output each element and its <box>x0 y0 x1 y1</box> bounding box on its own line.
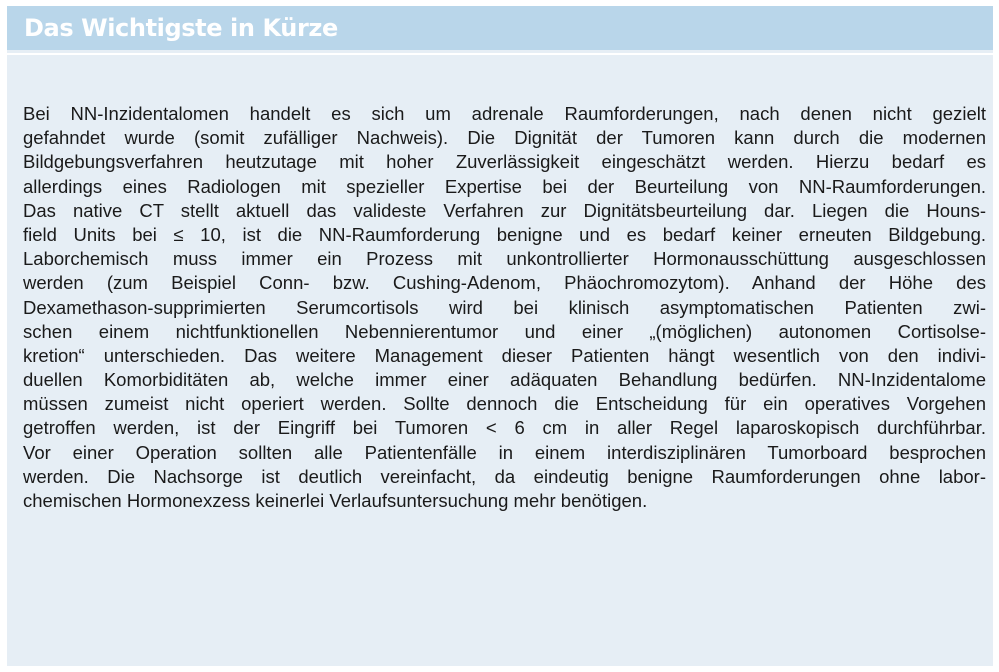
text-line: allerdings eines Radiologen mit spezieller Expertise bei der Beurteilung von NN-Raumforderungen. <box>23 175 986 197</box>
text-line: Vor einer Operation sollten alle Patientenfälle in einem interdisziplinären Tumorboard besprochen <box>23 441 986 463</box>
summary-header <box>7 6 993 50</box>
text-line: schen einem nichtfunktionellen Nebennierentumor und einer „(möglichen) autonomen Cortisolse- <box>23 320 986 342</box>
summary-box <box>7 6 993 666</box>
summary-text <box>23 102 986 513</box>
summary-title: Das Wichtigste in Kürze <box>24 14 338 42</box>
text-line: Bei NN-Inzidentalomen handelt es sich um adrenale Raumforderungen, nach denen nicht gezielt <box>23 103 986 124</box>
text-line: müssen zumeist nicht operiert werden. Sollte dennoch die Entscheidung für ein operatives Vorgehen <box>23 393 986 415</box>
text-line: chemischen Hormonexzess keinerlei Verlaufsuntersuchung mehr benötigen. <box>23 490 648 511</box>
text-line: getroffen werden, ist der Eingriff bei Tumoren < 6 cm in aller Regel laparoskopisch durchführbar. <box>23 417 986 439</box>
text-line: field Units bei ≤ 10, ist die NN-Raumforderung benigne und es bedarf keiner erneuten Bildgebung. <box>23 223 986 245</box>
text-line: gefahndet wurde (somit zufälliger Nachweis). Die Dignität der Tumoren kann durch die modernen <box>23 127 986 149</box>
text-line: werden (zum Beispiel Conn- bzw. Cushing-Adenom, Phäochromozytom). Anhand der Höhe des <box>23 272 986 294</box>
text-line: Dexamethason-supprimierten Serumcortisols wird bei klinisch asymptomatischen Patienten zwi- <box>23 296 986 318</box>
text-line: werden. Die Nachsorge ist deutlich vereinfacht, da eindeutig benigne Raumforderungen ohne labor- <box>23 465 986 487</box>
text-line: duellen Komorbiditäten ab, welche immer einer adäquaten Behandlung bedürfen. NN-Inzidentalome <box>23 369 986 391</box>
header-divider <box>7 53 993 55</box>
text-line: Bildgebungsverfahren heutzutage mit hoher Zuverlässigkeit eingeschätzt werden. Hierzu bedarf es <box>23 151 986 173</box>
text-line: Das native CT stellt aktuell das valideste Verfahren zur Dignitätsbeurteilung dar. Liegen die Houns- <box>23 199 986 221</box>
text-line: Laborchemisch muss immer ein Prozess mit unkontrollierter Hormonausschüttung ausgeschlossen <box>23 248 986 270</box>
text-line: kretion“ unterschieden. Das weitere Management dieser Patienten hängt wesentlich von den indivi- <box>23 344 986 366</box>
